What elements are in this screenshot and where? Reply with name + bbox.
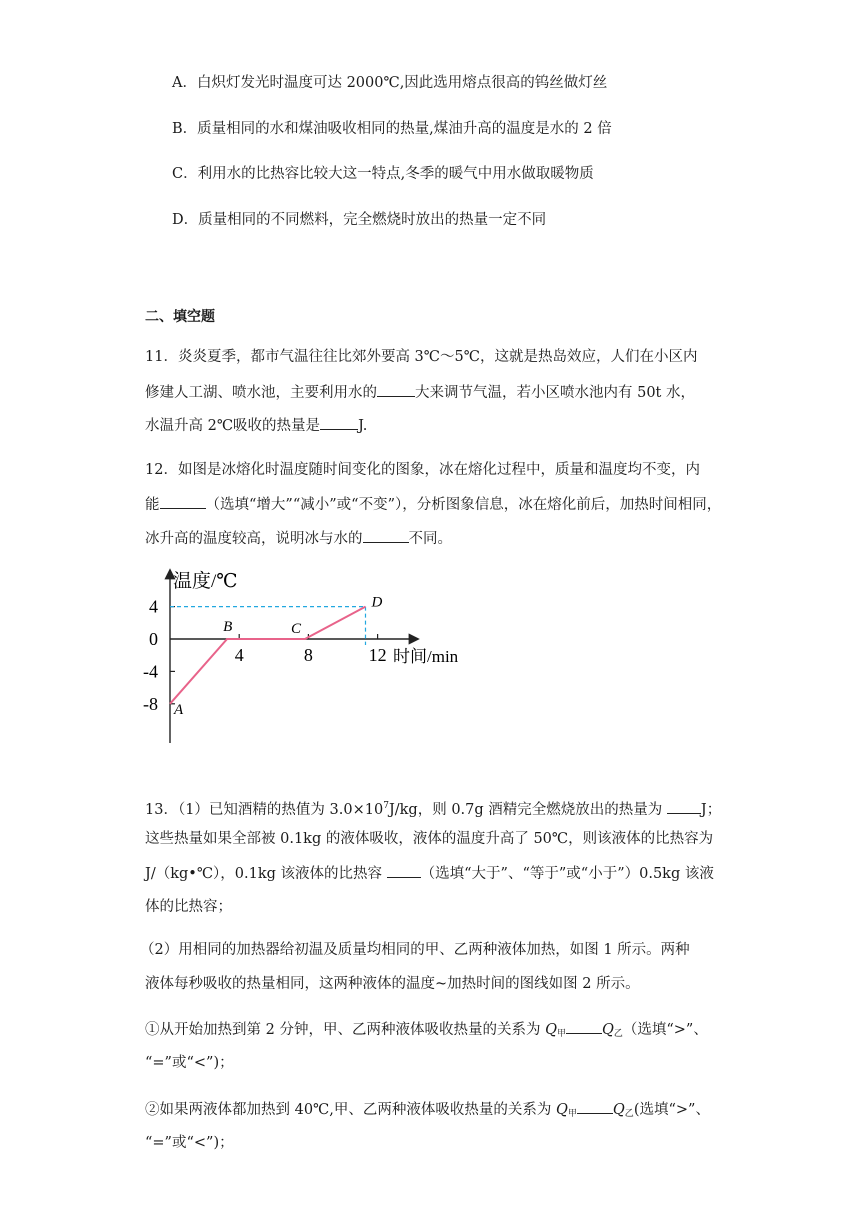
y-tick-label: 0 (149, 629, 158, 649)
option-d: D．质量相同的不同燃料，完全燃烧时放出的热量一定不同 (172, 212, 547, 228)
q11-line-1: 11．炎炎夏季，都市气温往往比郊外要高 3℃～5℃，这就是热岛效应，人们在小区内 (145, 349, 698, 365)
q13-item-2 (145, 1099, 710, 1124)
x-tick-label: 12 (368, 645, 387, 665)
q13-text: （选填“大于”、“等于”或“小于”）0.5kg 该液 (420, 866, 714, 882)
answer-blank[interactable] (566, 1019, 602, 1034)
exponent: 7 (383, 801, 389, 811)
q13-text: (选填“>”、 (633, 1102, 710, 1118)
section-heading: 二、填空题 (145, 309, 215, 325)
option-b: B．质量相同的水和煤油吸收相同的热量,煤油升高的温度是水的 2 倍 (172, 121, 612, 137)
answer-blank[interactable] (387, 863, 421, 878)
q13-item-1-cont: “=”或“<”)； (145, 1055, 234, 1071)
x-tick-label: 4 (234, 645, 244, 665)
subscript-jia: 甲 (567, 1109, 577, 1119)
q13-text: J/kg，则 0.7g 酒精完全燃烧放出的热量为 (388, 801, 667, 818)
q12-text: 不同。 (408, 531, 452, 547)
q12-line-2 (145, 494, 721, 515)
q-symbol: Q (556, 1102, 568, 1118)
y-tick-label: -4 (143, 661, 158, 682)
answer-blank[interactable] (667, 799, 701, 814)
y-axis-label: 温度/℃ (173, 571, 238, 592)
q13-line-2: 这些热量如果全部被 0.1kg 的液体吸收，液体的温度升高了 50℃，则该液体的比热容为 (145, 831, 714, 847)
answer-blank[interactable] (320, 415, 358, 430)
q11-line-3 (145, 415, 367, 436)
q13-line-1 (145, 796, 721, 820)
q11-line-2 (145, 382, 695, 403)
temperature-curve (170, 607, 365, 704)
answer-blank[interactable] (577, 1099, 613, 1114)
point-label-c: C (290, 621, 301, 637)
answer-blank[interactable] (377, 382, 415, 397)
q13-item-1 (145, 1019, 708, 1044)
q13-text: 13．（1）已知酒精的热值为 3.0×10 (145, 801, 384, 818)
q-symbol: Q (601, 1022, 614, 1038)
q-symbol: Q (545, 1022, 557, 1038)
subscript-yi: 乙 (624, 1109, 634, 1119)
q11-text: 大来调节气温，若小区喷水池内有 50t 水， (415, 385, 695, 401)
q13-text: （选填“>”、 (622, 1022, 708, 1038)
answer-blank[interactable] (363, 528, 409, 543)
q-symbol: Q (612, 1102, 625, 1118)
melting-graph (135, 565, 485, 750)
y-tick-label: -8 (143, 693, 158, 714)
q13-text: ①从开始加热到第 2 分钟，甲、乙两种液体吸收热量的关系为 (145, 1022, 546, 1038)
q13-text: J/（kg•℃），0.1kg 该液体的比热容 (145, 866, 387, 882)
q13-text: ②如果两液体都加热到 40℃,甲、乙两种液体吸收热量的关系为 (145, 1102, 556, 1118)
q11-text: 修建人工湖、喷水池，主要利用水的 (145, 385, 377, 401)
q13-line-3 (145, 863, 714, 884)
q12-line-3 (145, 528, 452, 549)
q13-line-4: 体的比热容； (145, 899, 232, 915)
point-label-d: D (371, 594, 383, 611)
q13-part2-line-1: （2）用相同的加热器给初温及质量均相同的甲、乙两种液体加热，如图 1 所示。两种 (140, 942, 690, 958)
subscript-yi: 乙 (613, 1029, 623, 1039)
q12-text: （选填“增大”“减小”或“不变”），分析图象信息，冰在熔化前后，加热时间相同， (205, 497, 722, 513)
point-label-a: A (174, 701, 184, 718)
q12-line-1: 12．如图是冰熔化时温度随时间变化的图象，冰在熔化过程中，质量和温度均不变，内 (145, 462, 700, 478)
x-axis-label: 时间/min (393, 647, 459, 666)
option-a: A．白炽灯发光时温度可达 2000℃,因此选用熔点很高的钨丝做灯丝 (172, 75, 608, 91)
q12-text: 能 (145, 497, 160, 513)
subscript-jia: 甲 (556, 1029, 566, 1039)
x-tick-label: 8 (303, 645, 313, 665)
q13-text: J； (700, 801, 722, 818)
answer-blank[interactable] (160, 494, 206, 509)
q13-part2-line-2: 液体每秒吸收的热量相同，这两种液体的温度~加热时间的图线如图 2 所示。 (145, 976, 640, 992)
point-label-b: B (223, 619, 233, 635)
y-tick-label: 4 (149, 596, 158, 617)
q11-text: J. (358, 418, 368, 434)
option-c: C．利用水的比热容比较大这一特点,冬季的暖气中用水做取暖物质 (172, 166, 594, 182)
q11-text: 水温升高 2℃吸收的热量是 (145, 418, 321, 434)
q13-item-2-cont: “=”或“<”)； (145, 1135, 234, 1151)
q12-text: 冰升高的温度较高，说明冰与水的 (145, 531, 363, 547)
